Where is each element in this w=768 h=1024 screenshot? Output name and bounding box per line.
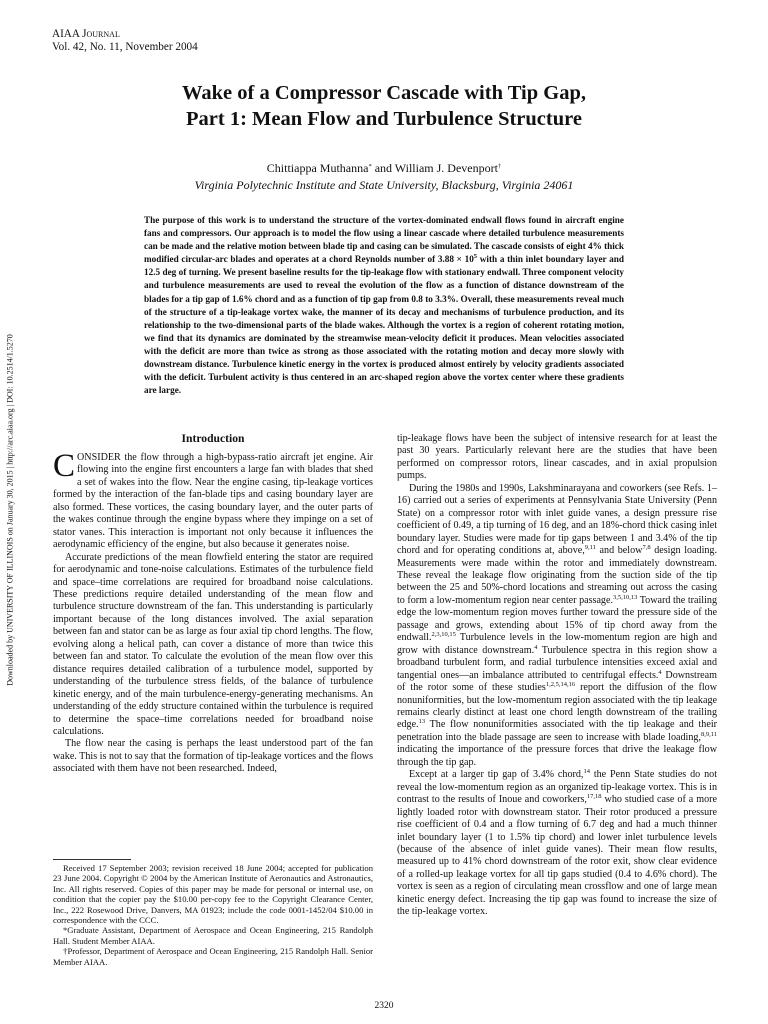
- paragraph: [53, 448, 373, 552]
- citation: 2,3,10,15: [431, 631, 456, 639]
- citation: 9,11: [584, 544, 596, 552]
- right-paragraph-1: tip-leakage flows have been the subject of intensive research for at least the past 30 years. Particularly relevant here are the studies that have been performed on compressor rotors, linear cascades, and in axial propulsion pumps.: [397, 433, 717, 482]
- intro-paragraph-1: ONSIDER the flow through a high-bypass-ratio aircraft jet engine. Air flowing into the engine first encounters a large fan with blades that shed a set of wakes into the flow. Near the engine casing, tip-leakage vortices formed by the interaction of the fan-blade tips and casing boundary layer are also formed. These vortices, the casing boundary layer, and the outer parts of the wakes continue through the engine bypass where they impinge on a set of stator vanes. This interaction is important not only because it influences the aerodynamic efficiency of the engine, but also because it generates noise.: [53, 452, 373, 551]
- title-line-1: Wake of a Compressor Cascade with Tip Gap,: [182, 82, 586, 104]
- journal-name: AIAA Journal: [52, 28, 120, 40]
- text-run: and below: [595, 545, 643, 557]
- right-column: [397, 433, 717, 919]
- text-run: design loading. Measurements were made within the rotor and immediately downstream. These reveal the leakage flow originating from the suction side of the tip between the 25 and 50%-chord locations and streaming out across the casing to form a low-momentum region near center passage.: [397, 545, 717, 606]
- text-run: The flow nonuniformities associated with the tip leakage and their penetration into the blade passage are seen to increase with blade loading,: [397, 719, 717, 743]
- citation: 4: [534, 643, 538, 651]
- download-sidebar: [3, 300, 17, 720]
- footnote-author-2: †Professor, Department of Aerospace and Ocean Engineering, 215 Randolph Hall. Senior Member AIAA.: [53, 946, 373, 967]
- page-number: 2320: [374, 1001, 394, 1011]
- text-run: Downstream of the rotor some of these studies: [397, 669, 717, 694]
- text-run: During the 1980s and 1990s, Lakshminarayana and coworkers (see Refs. 1–16) carried out a series of experiments at Pennsylvania State University (Penn State) on a compressor rotor with inlet guide vanes, a design pressure rise coefficient of 0.49, a tip turning of 16 deg, and an 18%-chord thick casing inlet boundary layer. Studies were made for tip gaps between 1 and 3.4% of the tip chord and for operating conditions at, above,: [397, 482, 717, 557]
- citation: 14: [583, 768, 590, 776]
- text-run: who studied case of a more lightly loaded rotor with downstream stator. Their rotor produced a pressure rise coefficient of 0.4 and a flow turning of 6.7 deg and had a much thinner inlet boundary layer (1 to 1.5% tip chord) and lower inlet turbulence levels (because of the absence of inlet guide vanes). Their mean flow results, measured up to 41% chord downstream of the rotor exit, show clear evidence of a rolled-up leakage vortex for all tip gaps studied (0.4 to 4.6% chord). The vortex is seen as a region of circulating mean crossflow and one of large mean kinetic energy defect. Increasing the tip gap was found to increase the size of the tip-leakage vortex.: [397, 794, 717, 918]
- text-run: indicating the importance of the pressure forces that drive the leakage flow through the tip gap.: [397, 744, 717, 768]
- citation: 3,5,10,13: [612, 593, 638, 601]
- author-and: and: [371, 161, 395, 175]
- citation: 13: [418, 718, 426, 726]
- text-run: Toward the trailing edge the low-momentum region moves further toward the pressure side of the passage and grows, extending about 15% of tip chord away from the endwall.: [397, 594, 717, 644]
- abstract-part-2: with a thin inlet boundary layer and 12.5 deg of turning. We present baseline results for the tip-leakage flow with stationary endwall. Three component velocity and turbulence measurements are used to reveal the evolution of the flow as a function of distance downstream of the blades for a tip gap of 1.6% chord and as a function of tip gap from 0.8 to 3.3%. Overall, these measurements reveal much of the structure of a tip-leakage vortex wake, the manner of its decay and mechanisms of turbulence production, and its relationship to the two-dimensional parts of the blade wakes. Although the vortex is a region of coherent rotating motion, we find that its dynamics are dominated by the streamwise mean-velocity deficit it produces. Mean velocities associated with the deficit are more than twice as strong as those associated with the rotating motion and decay more slowly with downstream distance. Turbulence kinetic energy in the vortex is produced almost entirely by velocity gradients associated with the deficit. Turbulent activity is thus centered in an arc-shaped region above the vortex center where these gradients are large.: [144, 254, 624, 396]
- journal-volume: Vol. 42, No. 11, November 2004: [52, 41, 198, 53]
- citation: 8,9,11: [700, 730, 717, 738]
- author-2: William J. Devenport: [394, 161, 498, 175]
- abstract-part-1: The purpose of this work is to understand the structure of the vortex-dominated endwall flows found in aircraft engine fans and compressors. Our approach is to model the flow using a linear cascade where detailed turbulence measurements can be made and the relative motion between blade tip and casing can be simulated. The cascade consists of eight 4% thick modified circular-arc blades and operates at a chord Reynolds number of 3.88 × 10: [144, 215, 624, 265]
- left-column: [53, 431, 373, 776]
- abstract: [144, 214, 624, 397]
- citation: 17,18: [586, 793, 602, 801]
- citation: 7,8: [642, 544, 651, 552]
- affiliation: Virginia Polytechnic Institute and State University, Blacksburg, Virginia 24061: [194, 178, 574, 192]
- text-run: Turbulence spectra in this region show a broadband turbulent form, and radial turbulence intensities exceed axial and tangential ones—an imbalance attributed to centrifugal effects.: [397, 644, 717, 681]
- journal-header: [52, 28, 198, 54]
- intro-paragraph-2: Accurate predictions of the mean flowfield entering the stator are required for aerodynamic and tone-noise calculations. Estimates of the turbulence field and space–time correlations are required for broadband noise calculations. These predictions require detailed understanding of the mean flow and turbulence structure downstream of the fan. This understanding is particularly important because of the long distances involved. The axial separation between fan and stator can be as large as four axial tip chord lengths. The flow, evolving along a helical path, can cover a distance of more than twice this between fan and stator. To calculate the evolution of the mean flow over this distance requires detailed calibration of a turbulence model, supported by understanding of the turbulence stress fields, of the balance of turbulence kinetic energy, and of the main turbulence-energy-generating mechanisms. An understanding of the eddy structure contained within the turbulence is required to determine the space–time correlations needed for broadband noise calculations.: [53, 551, 373, 737]
- paper-title: [80, 80, 688, 132]
- author-2-mark: †: [497, 163, 502, 170]
- right-paragraph-3: [397, 769, 717, 918]
- footnote-rule: [53, 859, 131, 860]
- title-line-2: Part 1: Mean Flow and Turbulence Structure: [186, 108, 582, 130]
- citation: 4: [658, 668, 662, 676]
- text-run: Except at a larger tip gap of 3.4% chord,: [409, 769, 584, 781]
- abstract-exponent: 5: [473, 253, 478, 261]
- footnote-received: Received 17 September 2003; revision received 18 June 2004; accepted for publication 23 June 2004. Copyright © 2004 by the American Institute of Aeronautics and Astronautics, Inc. All rights reserved. Copies of this paper may be made for personal or internal use, on condition that the copier pay the $10.00 per-copy fee to the Copyright Clearance Center, Inc., 222 Rosewood Drive, Danvers, MA 01923; include the code 0001-1452/04 $10.00 in correspondence with the CCC.: [53, 863, 373, 926]
- right-paragraph-2: [397, 483, 717, 769]
- author-names: [80, 160, 688, 177]
- footnote-author-1: *Graduate Assistant, Department of Aerospace and Ocean Engineering, 215 Randolph Hall. Student Member AIAA.: [53, 925, 373, 946]
- citation: 1,2,5,14,16: [545, 681, 576, 689]
- text-run: report the diffusion of the flow nonuniformities, but the low-momentum region associated with the tip leakage remains clearly distinct at least one chord length downstream of the trailing edge.: [397, 682, 717, 731]
- text-run: Turbulence levels in the low-momentum region are high and grow with distance downstream.: [397, 632, 717, 656]
- intro-paragraph-3: The flow near the casing is perhaps the least understood part of the fan wake. This is not to say that the formation of tip-leakage vortices and the flows associated with them have not been researched. Indeed,: [53, 738, 373, 775]
- author-1-mark: *: [368, 163, 372, 170]
- text-run: the Penn State studies do not reveal the low-momentum region as an organized tip-leakage vortex. This is in contrast to the results of Inoue and coworkers,: [397, 769, 718, 806]
- drop-cap: C: [53, 448, 76, 484]
- download-notice: Downloaded by UNIVERSITY OF ILLINOIS on January 30, 2015 | http://arc.aiaa.org | DOI: 10.2514/1.5270: [5, 334, 15, 686]
- footnotes: [53, 863, 373, 967]
- author-block: [80, 160, 688, 194]
- author-1: Chittiappa Muthanna: [266, 161, 369, 175]
- section-heading: Introduction: [181, 432, 245, 445]
